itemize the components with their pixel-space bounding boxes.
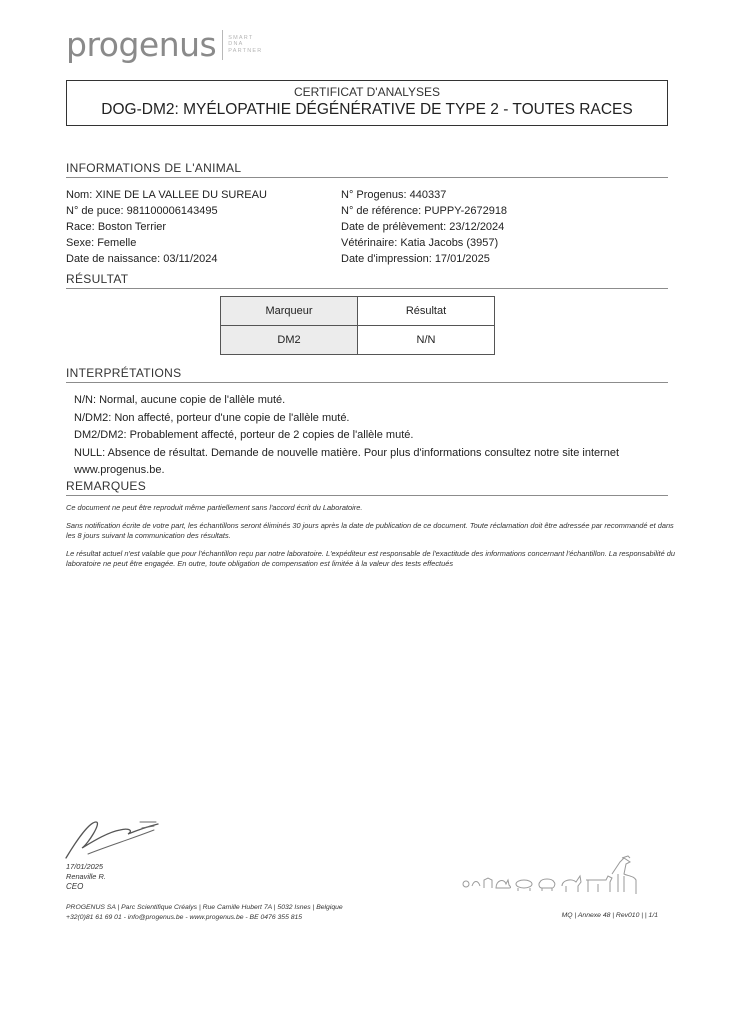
marker-cell: DM2 (221, 326, 358, 355)
certificate-type: CERTIFICAT D'ANALYSES (293, 85, 441, 99)
column-header-marker: Marqueur (221, 297, 358, 326)
signoff-role: CEO (66, 882, 84, 891)
genotype-description: Non affecté, porteur d'une copie de l'allèle muté. (114, 411, 350, 424)
genotype-code: N/DM2: (74, 411, 112, 424)
info-row (66, 251, 267, 267)
result-header-row (221, 297, 495, 326)
list-item (74, 445, 664, 480)
print-date: 17/01/2025 (434, 253, 490, 265)
signoff-date: 17/01/2025 (66, 862, 103, 871)
info-row (341, 235, 507, 251)
animal-info-right (341, 187, 507, 267)
info-label: Date de prélèvement: (341, 221, 447, 233)
info-label: Race: (66, 221, 95, 233)
logo-tagline-1: SMART (228, 34, 254, 41)
info-row (341, 219, 507, 235)
info-label: Date d'impression: (341, 253, 432, 265)
list-item (74, 410, 664, 428)
test-title: DOG-DM2: MYÉLOPATHIE DÉGÉNÉRATIVE DE TYPE 2 - TOUTES RACES (101, 101, 633, 118)
genotype-code: DM2/DM2: (74, 429, 127, 442)
animal-silhouettes-icon (458, 846, 648, 896)
info-label: N° Progenus: (341, 189, 407, 201)
info-label: N° de puce: (66, 205, 124, 217)
company-contact: +32(0)81 61 69 01 - info@progenus.be - www.progenus.be - BE 0476 355 815 (66, 913, 303, 921)
progenus-number: 440337 (409, 189, 447, 201)
remark-paragraph: Le résultat actuel n'est valable que pour l'échantillon reçu par notre laboratoire. L'expéditeur est responsable de l'exactitude des informations concernant l'échantillon. La responsabilité du laboratoire ne peut être engagée. En outre, toute obligation de compensation est limitée à la valeur des tests effectués (66, 549, 675, 568)
veterinarian: Katia Jacobs (3957) (400, 237, 499, 249)
company-address: PROGENUS SA | Parc Scientifique Créalys | Rue Camille Hubert 7A | 5032 Isnes | Belgique (66, 904, 343, 911)
genotype-code: N/N: (74, 394, 96, 406)
genotype-description: Normal, aucune copie de l'allèle muté. (99, 394, 286, 406)
company-footer (66, 903, 343, 922)
section-animal-info: INFORMATIONS DE L'ANIMAL (66, 161, 668, 178)
handwritten-signature (58, 808, 168, 866)
birth-date: 03/11/2024 (163, 253, 218, 265)
info-row (66, 219, 267, 235)
genotype-description: Probablement affecté, porteur de 2 copies de l'allèle muté. (129, 429, 414, 442)
interpretations-list (74, 392, 664, 480)
info-row (66, 235, 267, 251)
list-item (74, 392, 664, 410)
remark-paragraph: Sans notification écrite de votre part, les échantillons seront éliminés 30 jours après la date de publication de ce document. Toute réclamation doit être adressée par recommandé et dans les 8 jours suivant la communication des résultats. (66, 521, 674, 540)
list-item (74, 427, 664, 445)
reference-number: PUPPY-2672918 (424, 205, 508, 217)
info-row (341, 251, 507, 267)
info-label: Sexe: (66, 237, 95, 249)
section-result: RÉSULTAT (66, 272, 668, 289)
logo-tagline (228, 35, 262, 55)
signoff-name: Renaville R. (66, 872, 106, 881)
progenus-logo (66, 25, 263, 64)
info-row (341, 187, 507, 203)
info-label: Date de naissance: (66, 253, 161, 265)
logo-wordmark: progenus (66, 25, 217, 64)
info-label: Nom: (66, 189, 93, 201)
result-table (220, 296, 495, 355)
animal-info-left (66, 187, 267, 267)
section-remarks: REMARQUES (66, 479, 668, 496)
info-row (341, 203, 507, 219)
result-cell: N/N (358, 326, 495, 355)
remarks-text (66, 503, 678, 577)
genotype-code: NULL: (74, 446, 106, 459)
document-reference: MQ | Annexe 48 | Rev010 | | 1/1 (561, 912, 658, 919)
table-row (221, 326, 495, 355)
chip-number: 981100006143495 (126, 205, 218, 217)
breed: Boston Terrier (97, 221, 167, 233)
genotype-description: Absence de résultat. Demande de nouvelle matière. Pour plus d'informations consultez notre site internet www.progenus.be. (74, 446, 620, 477)
info-row (66, 187, 267, 203)
logo-tagline-3: PARTNER (228, 47, 263, 54)
remark-paragraph: Ce document ne peut être reproduit même partiellement sans l'accord écrit du Laboratoire. (66, 503, 363, 512)
animal-name: XINE DE LA VALLEE DU SUREAU (95, 189, 267, 201)
info-label: Vétérinaire: (341, 237, 398, 249)
section-interpretations: INTERPRÉTATIONS (66, 366, 668, 383)
info-label: N° de référence: (341, 205, 422, 217)
logo-separator (222, 30, 223, 60)
sex: Femelle (97, 237, 137, 249)
sampling-date: 23/12/2024 (449, 221, 505, 233)
info-row (66, 203, 267, 219)
column-header-result: Résultat (358, 297, 495, 326)
logo-tagline-2: DNA (228, 41, 244, 48)
signoff-block (66, 862, 106, 892)
certificate-title-box (66, 80, 668, 126)
